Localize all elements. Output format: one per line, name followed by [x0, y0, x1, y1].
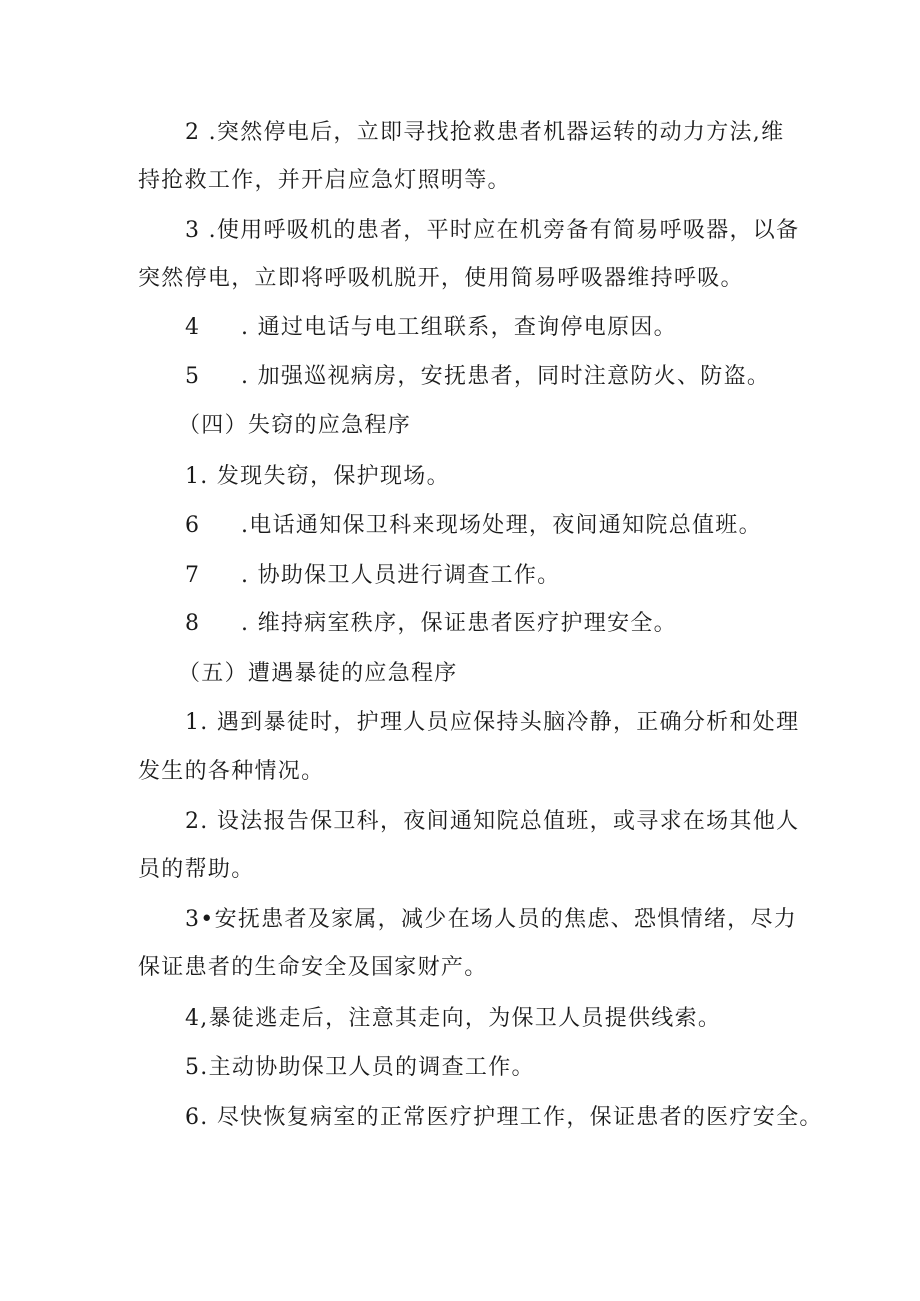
- item-text: 4,暴徒逃走后，注意其走向，为保卫人员提供线索。: [185, 1006, 722, 1031]
- paragraph-line: [185, 511, 762, 541]
- paragraph-line: [185, 561, 561, 591]
- item-number: 2: [185, 120, 201, 145]
- paragraph-line: [185, 609, 677, 639]
- paragraph-line: [185, 1103, 823, 1133]
- item-text: 突然停电，立即将呼吸机脱开，使用简易呼吸器维持呼吸。: [138, 266, 744, 291]
- item-text: 2. 设法报告保卫科，夜间通知院总值班，或寻求在场其他人: [185, 809, 800, 834]
- heading-text: （五）遭遇暴徒的应急程序: [178, 661, 458, 686]
- paragraph-line: [185, 708, 799, 738]
- paragraph-line: [185, 313, 677, 343]
- paragraph-line: [185, 462, 450, 492]
- item-text: . 加强巡视病房，安抚患者，同时注意防火、防盗。: [241, 364, 771, 389]
- section-heading: [178, 659, 458, 689]
- paragraph-line: [185, 216, 799, 246]
- paragraph-line: [185, 807, 799, 837]
- paragraph-line: [138, 264, 744, 294]
- item-text: .突然停电后，立即寻找抢救患者机器运转的动力方法,维: [200, 120, 785, 145]
- item-number: 6: [185, 513, 201, 538]
- item-text: 1. 发现失窃，保护现场。: [185, 464, 450, 489]
- item-text: 发生的各种情况。: [138, 759, 325, 784]
- item-text: 保证患者的生命安全及国家财产。: [138, 955, 488, 980]
- item-text: 1. 遇到暴徒时，护理人员应保持头脑冷静，正确分析和处理: [185, 710, 800, 735]
- paragraph-line: [138, 953, 488, 983]
- item-number: 7: [185, 563, 201, 588]
- item-text: 持抢救工作，并开启应急灯照明等。: [138, 168, 511, 193]
- section-heading: [178, 411, 411, 441]
- item-number: 4: [185, 315, 201, 340]
- paragraph-line: [138, 757, 324, 787]
- item-number: 8: [185, 611, 201, 636]
- item-text: 6. 尽快恢复病室的正常医疗护理工作，保证患者的医疗安全。: [185, 1105, 823, 1130]
- item-text: 员的帮助。: [138, 857, 255, 882]
- heading-text: （四）失窃的应急程序: [178, 413, 412, 438]
- paragraph-line: [185, 362, 770, 392]
- paragraph-line: [185, 905, 797, 935]
- item-number: 5: [185, 364, 201, 389]
- paragraph-line: [185, 118, 784, 148]
- paragraph-line: [138, 855, 255, 885]
- item-text: .使用呼吸机的患者，平时应在机旁备有简易呼吸器，以备: [200, 218, 800, 243]
- item-text: 3•安抚患者及家属，减少在场人员的焦虑、恐惧情绪，尽力: [185, 907, 798, 932]
- item-text: . 通过电话与电工组联系，查询停电原因。: [241, 315, 677, 340]
- item-text: . 维持病室秩序，保证患者医疗护理安全。: [241, 611, 677, 636]
- item-text: .电话通知保卫科来现场处理，夜间通知院总值班。: [241, 513, 762, 538]
- paragraph-line: [185, 1053, 535, 1083]
- item-text: 5.主动协助保卫人员的调查工作。: [185, 1055, 535, 1080]
- paragraph-line: [138, 166, 511, 196]
- item-number: 3: [185, 218, 201, 243]
- item-text: . 协助保卫人员进行调查工作。: [241, 563, 561, 588]
- paragraph-line: [185, 1004, 721, 1034]
